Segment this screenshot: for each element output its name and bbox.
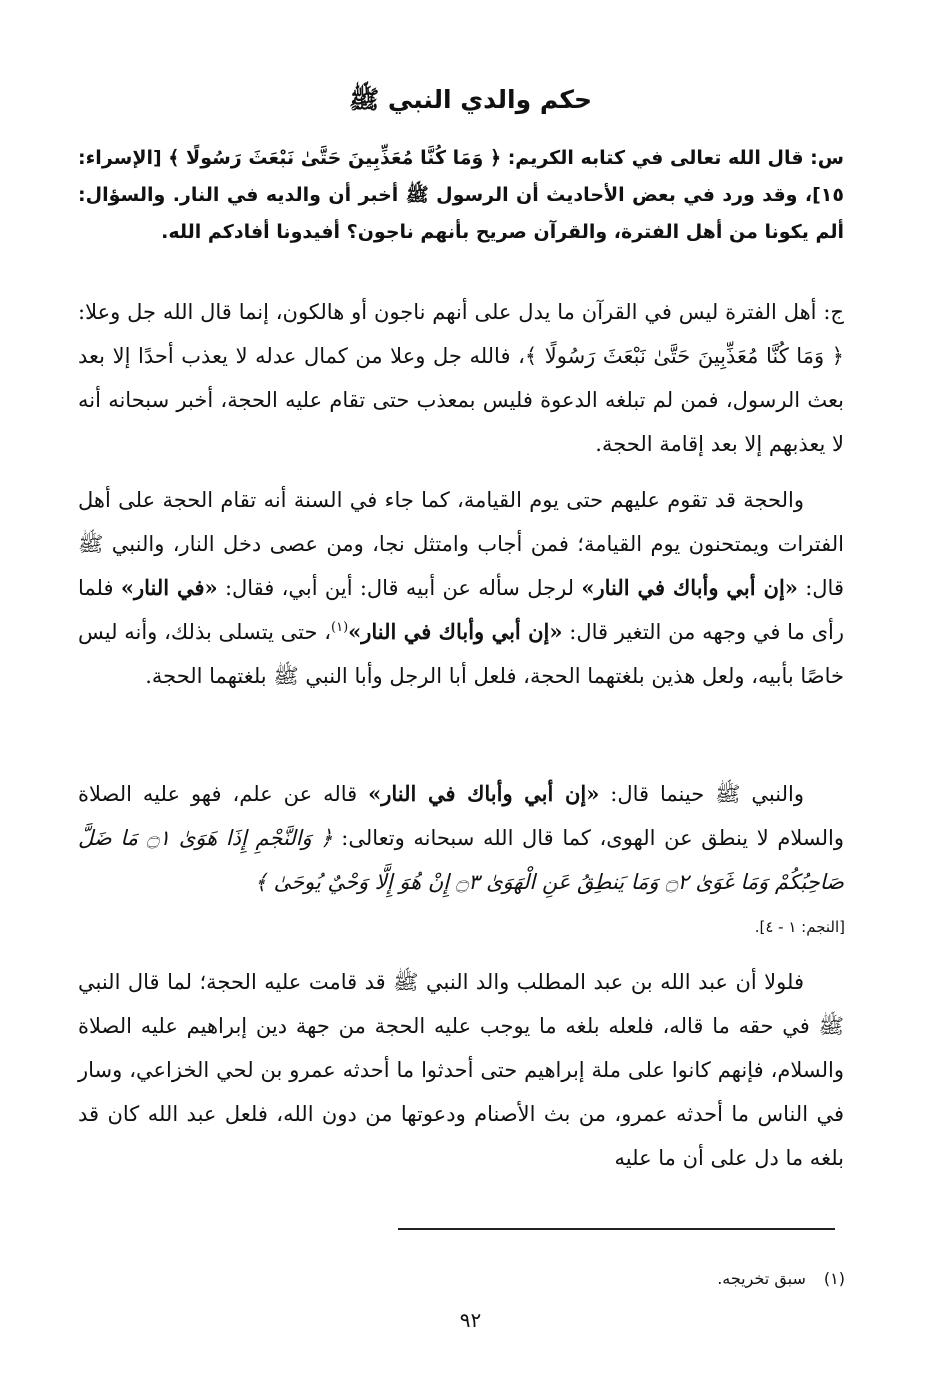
footnote: [717, 1266, 845, 1292]
page-title: حكم والدي النبي ﷺ: [349, 85, 592, 114]
hadith-quote-2: «في النار»: [120, 575, 218, 600]
p2-text-a: والحجة قد تقوم عليهم حتى يوم القيامة، كما جاء في السنة أنه تقام الحجة على أهل الفترات ويمتحنون يوم القيامة؛ فمن أجاب وامتثل نجا، ومن عصى دخل النار، والنبي ﷺ قال:: [78, 488, 844, 600]
hadith-quote-4: «إن أبي وأباك في النار»: [368, 781, 600, 806]
quran-ayah-najm: ﴿ وَالنَّجْمِ إِذَا هَوَىٰ ۝١ مَا ضَلَّ صَاحِبُكُمْ وَمَا غَوَىٰ ۝٢ وَمَا يَنطِقُ عَنِ الْهَوَىٰ ۝٣ إِنْ هُوَ إِلَّا وَحْيٌ يُوحَىٰ ﴾: [78, 826, 844, 894]
hadith-quote-3: «إن أبي وأباك في النار»: [348, 619, 563, 644]
answer-paragraph-4: فلولا أن عبد الله بن عبد المطلب والد النبي ﷺ قد قامت عليه الحجة؛ لما قال النبي ﷺ في حقه ما قاله، فلعله بلغه ما يوجب عليه الحجة من جهة دين إبراهيم عليه الصلاة والسلام، فإنهم كانوا على ملة إبراهيم حتى أحدثوا ما أحدثه عمرو بن لحي الخزاعي، وسار في الناس ما أحدثه عمرو، من بث الأصنام ودعوتها من دون الله، فلعل عبد الله كان قد بلغه ما دل على أن ما عليه: [78, 970, 844, 1170]
answer-paragraph-3: [78, 772, 844, 904]
footnote-divider: [398, 1228, 835, 1230]
answer-paragraph-2: [78, 478, 844, 698]
p2-text-c: فلما رأى ما في وجهه من التغير قال:: [78, 576, 844, 644]
page-number: ٩٢: [459, 1308, 482, 1332]
footnote-number: (١): [823, 1269, 845, 1288]
p3-text-a: والنبي ﷺ حينما قال:: [599, 782, 804, 806]
p3-text-b: قاله عن علم، فهو عليه الصلاة والسلام لا ينطق عن الهوى، كما قال الله سبحانه وتعالى:: [78, 782, 844, 850]
question-paragraph: س: قال الله تعالى في كتابه الكريم: ﴿ وَمَا كُنَّا مُعَذِّبِينَ حَتَّىٰ نَبْعَثَ رَسُولًا ﴾ [الإسراء: ١٥]، وقد ورد في بعض الأحاديث أن الرسول ﷺ أخبر أن والديه في النار. والسؤال: ألم يكونا من أهل الفترة، والقرآن صريح بأنهم ناجون؟ أفيدونا أفادكم الله.: [78, 147, 844, 243]
footnote-text: سبق تخريجه.: [717, 1269, 806, 1288]
p2-text-d: ، حتى يتسلى بذلك، وأنه ليس خاصًا بأبيه، ولعل هذين بلغتهما الحجة، فلعل أبا الرجل وأبا النبي ﷺ بلغتهما الحجة.: [78, 620, 844, 688]
hadith-quote-1: «إن أبي وأباك في النار»: [581, 575, 798, 600]
answer-paragraph-1: ج: أهل الفترة ليس في القرآن ما يدل على أنهم ناجون أو هالكون، إنما قال الله جل وعلا: ﴿ وَمَا كُنَّا مُعَذِّبِينَ حَتَّىٰ نَبْعَثَ رَسُولًا ﴾، فالله جل وعلا من كمال عدله لا يعذب أحدًا إلا بعد بعث الرسول، فمن لم تبلغه الدعوة فليس بمعذب حتى تقام عليه الحجة، أخبر سبحانه أنه لا يعذبهم إلا بعد إقامة الحجة.: [78, 300, 844, 456]
footnote-reference-mark: (١): [331, 620, 349, 635]
p2-text-b: لرجل سأله عن أبيه قال: أين أبي، فقال:: [217, 576, 582, 600]
surah-reference: [النجم: ١ - ٤].: [754, 918, 845, 936]
